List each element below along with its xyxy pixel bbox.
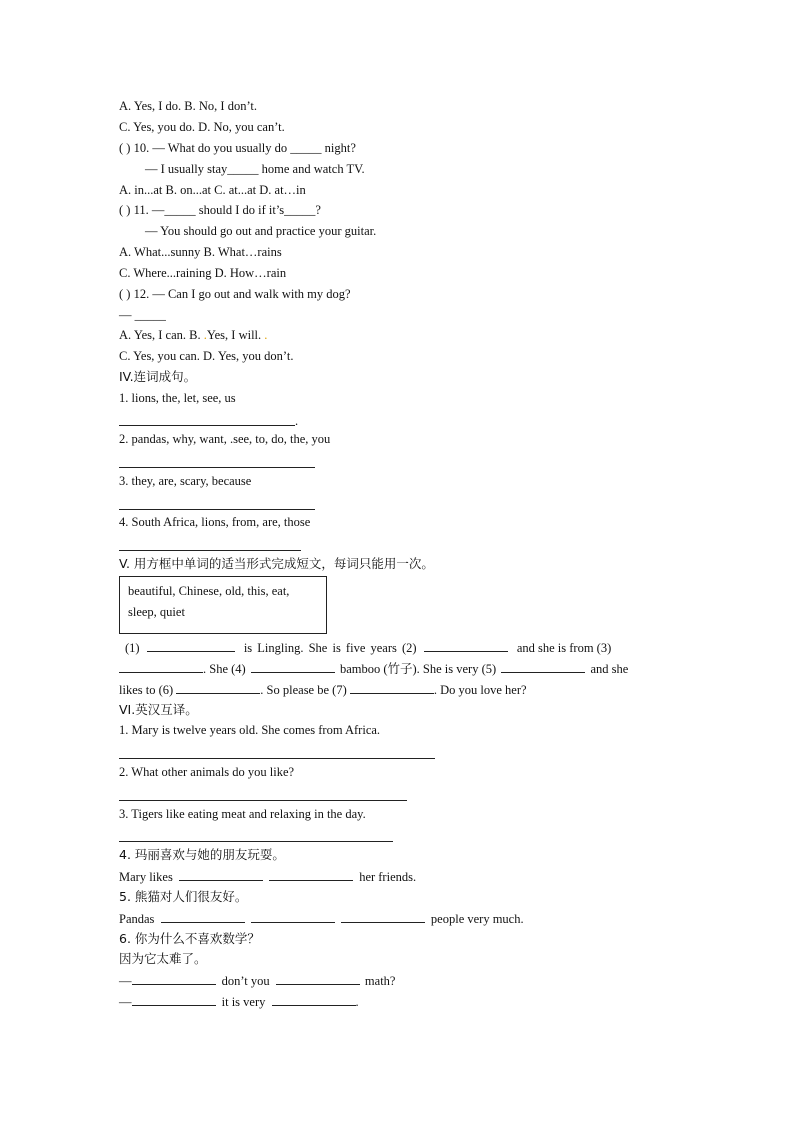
sentence-text: Pandas [119,912,155,926]
blank-7 [350,681,434,694]
passage-text: likes to (6) [119,683,174,697]
option-line: C. Yes, you do. D. No, you can’t. [119,120,285,134]
sentence-text: Mary likes [119,870,173,884]
translate-1: 1. Mary is twelve years old. She comes from Africa. [119,723,381,737]
word-list: sleep, quiet [128,605,185,619]
blank [179,868,263,881]
option-line: C. Yes, you can. D. Yes, you don’t. [119,349,294,363]
blank-4 [251,660,335,673]
option-line: A. in...at B. on...at C. at...at D. at…in [119,183,306,197]
option-line: A. Yes, I do. B. No, I don’t. [119,99,257,113]
sentence-text: it is very [221,995,266,1009]
translate-2: 2. What other animals do you like? [119,765,295,779]
answer-line: — _____ [119,308,166,322]
option-line: A. What...sunny B. What…rains [119,245,282,259]
translate-6-answer [119,972,395,989]
blank [132,972,216,985]
passage-line [119,660,675,677]
answer-line: — I usually stay_____ home and watch TV. [145,162,365,176]
translate-7-answer [119,993,359,1010]
blank-1 [147,639,235,652]
dash: — [119,974,132,988]
passage-text: (1) [125,641,140,655]
dash: — [119,995,132,1009]
section-vi-heading: VI.英汉互译。 [119,702,198,717]
blank [269,868,353,881]
answer-underline [119,550,301,551]
blank-2 [424,639,508,652]
end-period: . [295,414,299,428]
blank-3 [119,660,203,673]
translate-6: 6. 你为什么不喜欢数学？ [119,931,260,946]
blank [276,972,360,985]
section-iv-heading: IV.连词成句。 [119,369,197,384]
blank [161,910,245,923]
translate-3: 3. Tigers like eating meat and relaxing in the day. [119,807,366,821]
sentence-text: . [355,995,359,1009]
item-2: 2. pandas, why, want, .see, to, do, the, you [119,432,331,446]
option-text: A. Yes, I can. B. [119,328,204,342]
item-4: 4. South Africa, lions, from, are, those [119,515,311,529]
word-list: beautiful, Chinese, old, this, eat, [128,584,290,598]
item-3: 3. they, are, scary, because [119,474,252,488]
answer-underline [119,800,407,801]
passage-text: . Do you love her? [433,683,527,697]
blank-5 [501,660,585,673]
translate-4-answer [119,868,416,885]
word-box [119,576,327,634]
question-12: ( ) 12. — Can I go out and walk with my dog? [119,287,351,301]
blank-6 [176,681,260,694]
answer-line: — You should go out and practice your guitar. [145,224,377,238]
option-text: Yes, I will. [206,328,265,342]
blank [132,993,216,1006]
passage-text: is Lingling. She is five years (2) [243,641,417,655]
question-11: ( ) 11. —_____ should I do if it’s_____? [119,203,321,217]
answer-underline [119,841,393,842]
answer-underline [119,467,315,468]
blank [251,910,335,923]
answer-underline [119,425,295,426]
option-line: C. Where...raining D. How…rain [119,266,287,280]
item-1: 1. lions, the, let, see, us [119,391,236,405]
passage-text: and she is from (3) [516,641,612,655]
sentence-text: math? [364,974,396,988]
sentence-text: her friends. [359,870,417,884]
section-v-heading: V. 用方框中单词的适当形式完成短文，每词只能用一次。 [119,556,434,571]
question-10: ( ) 10. — What do you usually do _____ night? [119,141,356,155]
sentence-text: people very much. [430,912,524,926]
passage-line [119,639,675,656]
sentence-text: don’t you [221,974,270,988]
translate-6-reason: 因为它太难了。 [119,951,207,966]
passage-text: and she [590,662,629,676]
passage-text: . So please be (7) [260,683,347,697]
answer-underline [119,509,315,510]
blank [272,993,356,1006]
mark-dot: . [264,328,268,342]
mark-dot: . [203,328,207,342]
passage-text: bamboo (竹子). She is very (5) [339,662,497,676]
blank [341,910,425,923]
option-line [119,327,267,343]
translate-5: 5. 熊猫对人们很友好。 [119,889,248,904]
passage-line [119,681,675,698]
translate-5-answer [119,910,524,927]
answer-underline [119,758,435,759]
translate-4: 4. 玛丽喜欢与她的朋友玩耍。 [119,847,285,862]
passage-text: . She (4) [203,662,246,676]
